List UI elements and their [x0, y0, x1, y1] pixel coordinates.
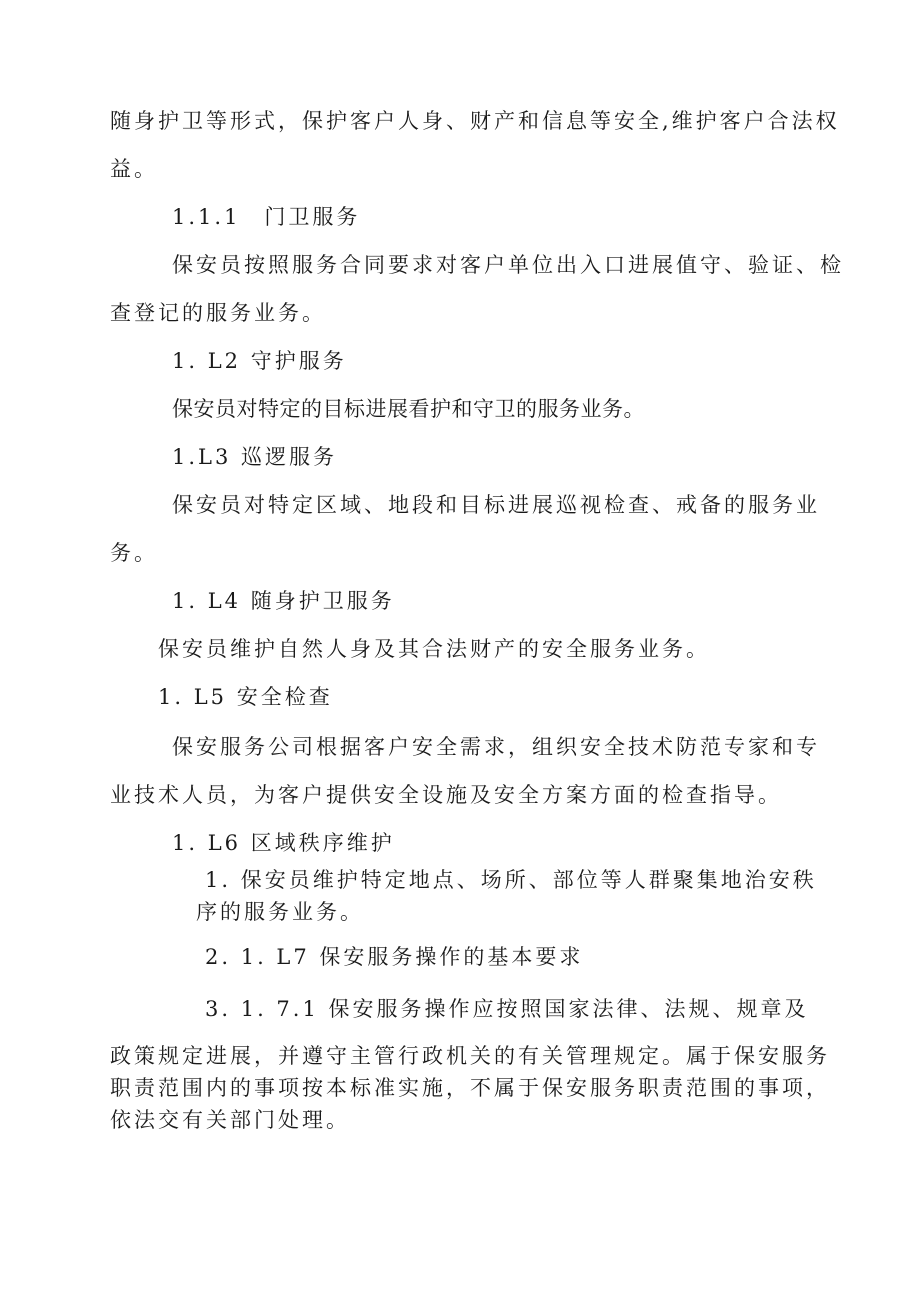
section-heading: 1.1.1 门卫服务 [172, 205, 361, 229]
list-item-continuation: 序的服务业务。 [196, 900, 364, 924]
section-heading: 1.L3 巡逻服务 [172, 445, 338, 469]
paragraph-line: 务。 [110, 541, 158, 565]
paragraph-line: 业技术人员，为客户提供安全设施及安全方案方面的检查指导。 [110, 783, 782, 807]
paragraph-line: 保安员按照服务合同要求对客户单位出入口进展值守、验证、检 [172, 253, 844, 277]
paragraph-line: 保安员维护自然人身及其合法财产的安全服务业务。 [158, 637, 710, 661]
paragraph-line: 保安服务公司根据客户安全需求，组织安全技术防范专家和专 [172, 735, 820, 759]
paragraph-line: 保安员对特定区域、地段和目标进展巡视检查、戒备的服务业 [172, 493, 820, 517]
paragraph-line: 随身护卫等形式，保护客户人身、财产和信息等安全,维护客户合法权 [110, 109, 840, 133]
list-item: 2. 1. L7 保安服务操作的基本要求 [205, 945, 584, 969]
paragraph-line: 依法交有关部门处理。 [110, 1108, 350, 1132]
paragraph-line: 查登记的服务业务。 [110, 301, 326, 325]
paragraph-line: 职责范围内的事项按本标准实施，不属于保安服务职责范围的事项， [110, 1076, 830, 1100]
list-item: 3. 1. 7.1 保安服务操作应按照国家法律、法规、规章及 [205, 997, 809, 1021]
paragraph-line: 保安员对特定的目标进展看护和守卫的服务业务。 [172, 397, 645, 421]
section-heading: 1. L5 安全检查 [158, 685, 333, 709]
list-item: 1. 保安员维护特定地点、场所、部位等人群聚集地治安秩 [205, 868, 817, 892]
section-heading: 1. L6 区域秩序维护 [172, 831, 395, 855]
paragraph-line: 政策规定进展，并遵守主管行政机关的有关管理规定。属于保安服务 [110, 1044, 830, 1068]
paragraph-line: 益。 [110, 157, 158, 181]
section-heading: 1. L4 随身护卫服务 [172, 589, 395, 613]
section-heading: 1. L2 守护服务 [172, 349, 347, 373]
